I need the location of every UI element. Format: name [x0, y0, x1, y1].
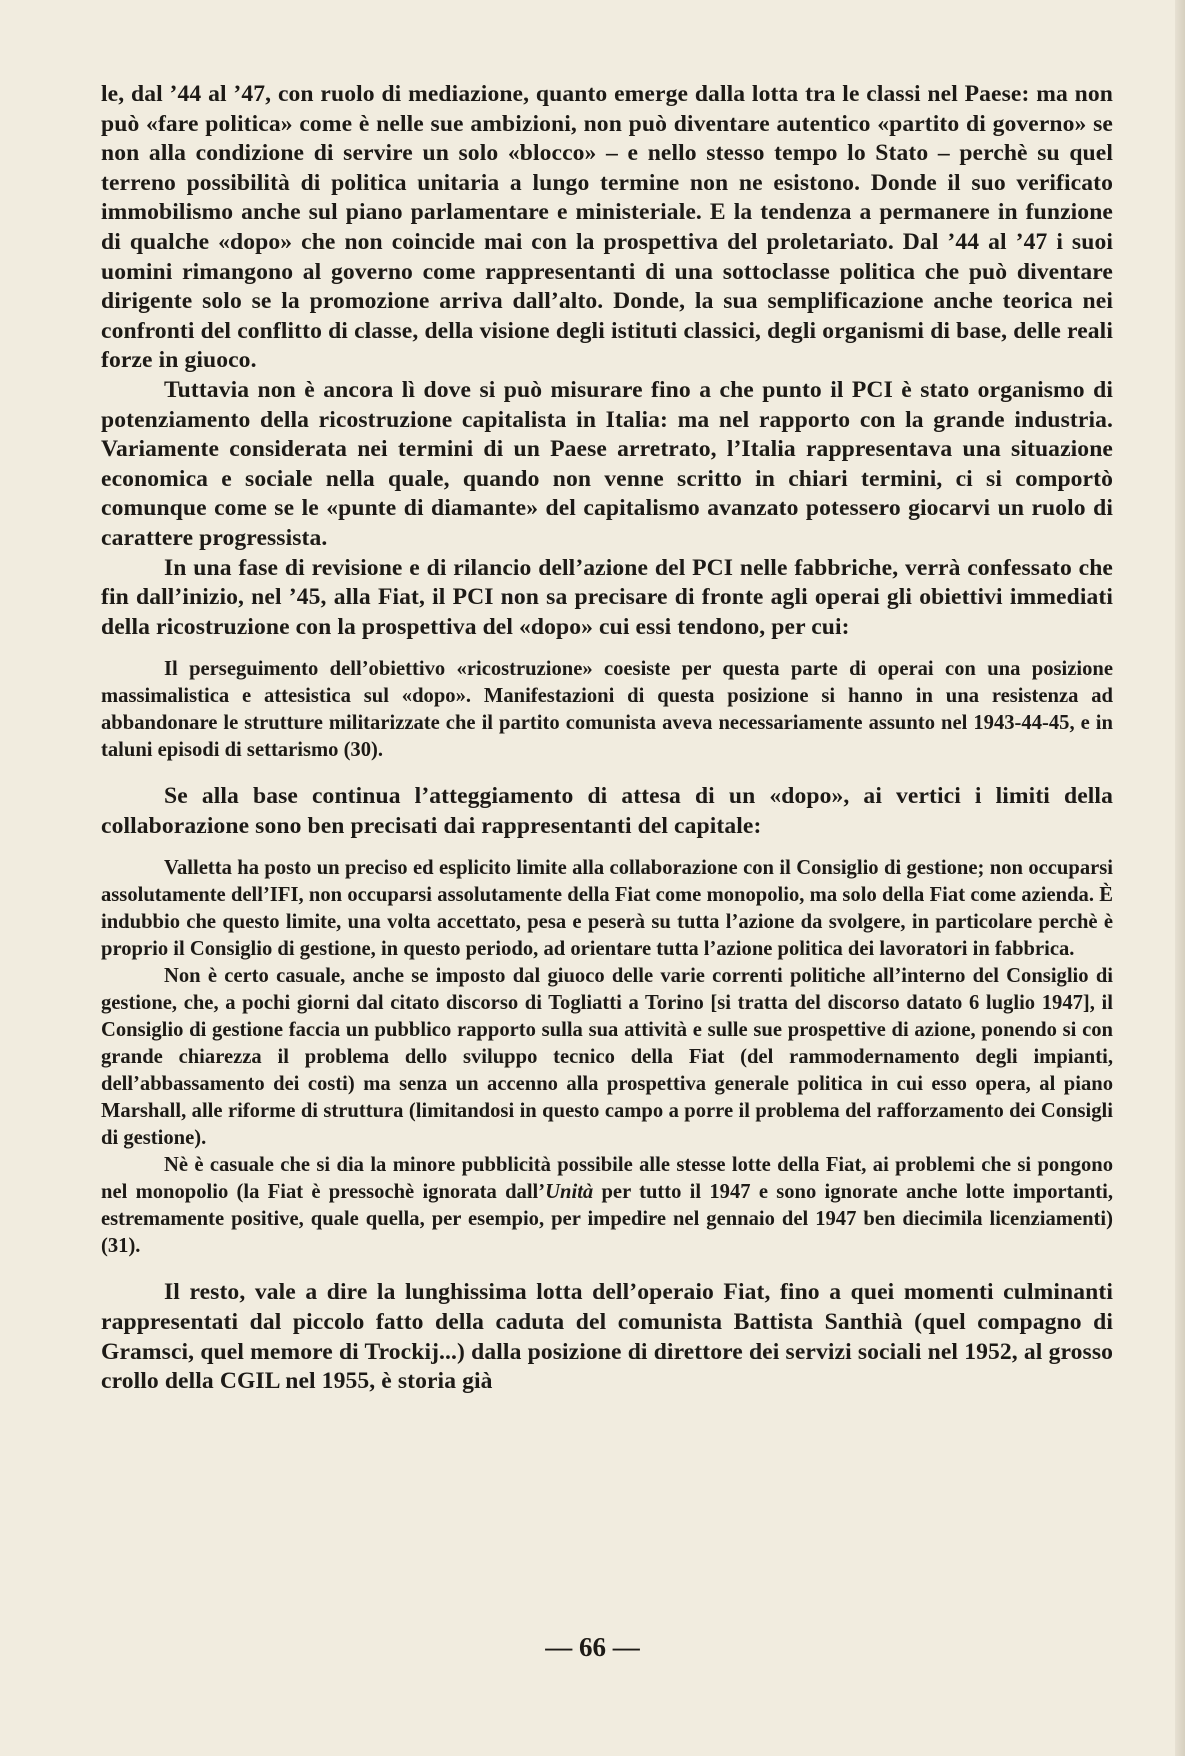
- page-number: — 66 —: [545, 1632, 640, 1662]
- newspaper-title: Unità: [545, 1181, 594, 1204]
- page-body: [101, 80, 1113, 1397]
- page-edge-shadow: [1175, 0, 1185, 1756]
- block-quote-2-para-1: Valletta ha posto un preciso ed esplicito limite alla collaborazione con il Consiglio di gestione; non occuparsi assolutamente dell’IFI, non occuparsi assolutamente della Fiat come monopolio, ma solo della Fiat come azienda. È indubbio che questo limite, una volta accettato, pesa e peserà su tutta l’azione da svolgere, in particolare perchè è proprio il Consiglio di gestione, in questo periodo, ad orientare tutta l’azione politica dei lavoratori in fabbrica.: [101, 857, 1113, 961]
- paragraph-4: Se alla base continua l’atteggiamento di attesa di un «dopo», ai vertici i limiti della collaborazione sono ben precisati dai rappresentanti del capitale:: [101, 783, 1113, 839]
- block-quote-1: Il perseguimento dell’obiettivo «ricostruzione» coesiste per questa parte di operai con una posizione massimalistica e attesistica sul «dopo». Manifestazioni di questa posizione si hanno in una resistenza ad abbandonare le strutture militarizzate che il partito comunista aveva necessariamente assunto nel 1943-44-45, e in taluni episodi di settarismo (30).: [101, 658, 1113, 762]
- block-quote-2-para-3: [101, 1152, 1113, 1260]
- block-quote-2-para-2: Non è certo casuale, anche se imposto dal giuoco delle varie correnti politiche all’interno del Consiglio di gestione, che, a pochi giorni dal citato discorso di Togliatti a Torino [si tratta del discorso datato 6 luglio 1947], il Consiglio di gestione faccia un pubblico rapporto sulla sua attività e sulle sue prospettive di azione, ponendo si con grande chiarezza il problema dello sviluppo tecnico della Fiat (del rammodernamento degli impianti, dell’abbassamento dei costi) ma senza un accenno alla prospettiva generale politica in cui esso opera, al piano Marshall, alle riforme di struttura (limitandosi in questo campo a porre il problema del rafforzamento dei Consigli di gestione).: [101, 965, 1113, 1150]
- paragraph-1: le, dal ’44 al ’47, con ruolo di mediazione, quanto emerge dalla lotta tra le classi nel Paese: ma non può «fare politica» come è nelle sue ambizioni, non può diventare autentico «partito di governo» se non alla condizione di servire un solo «blocco» – e nello stesso tempo lo Stato – perchè su quel terreno possibilità di politica unitaria a lungo termine non ne esistono. Donde il suo verificato immobilismo anche sul piano parlamentare e ministeriale. E la tendenza a permanere in funzione di qualche «dopo» che non coincide mai con la prospettiva del proletariato. Dal ’44 al ’47 i suoi uomini rimangono al governo come rappresentanti di una sottoclasse politica che può diventare dirigente solo se la promozione arriva dall’alto. Donde, la sua semplificazione anche teorica nei confronti del conflitto di classe, della visione degli istituti classici, degli organismi di base, delle reali forze in giuoco.: [101, 81, 1113, 374]
- paragraph-2: Tuttavia non è ancora lì dove si può misurare fino a che punto il PCI è stato organismo di potenziamento della ricostruzione capitalista in Italia: ma nel rapporto con la grande industria. Variamente considerata nei termini di un Paese arretrato, l’Italia rappresentava una situazione economica e sociale nella quale, quando non venne scritto in chiari termini, ci si comportò comunque come se le «punte di diamante» del capitalismo avanzato potessero giocarvi un ruolo di carattere progressista.: [101, 376, 1113, 551]
- quote-text-before: Nè è casuale che si dia la minore pubblicità possibile alle stesse lotte della Fiat, ai problemi che si pongono nel monopolio (la Fiat è pressochè ignorata dall’: [101, 1154, 1113, 1204]
- quote-text-after: per tutto il 1947 e sono ignorate anche lotte importanti, estremamente positive, quale quella, per esempio, per impedire nel gennaio del 1947 ben diecimila licenziamenti) (31).: [101, 1181, 1113, 1258]
- block-quote-2: [101, 855, 1113, 1260]
- paragraph-5: Il resto, vale a dire la lunghissima lotta dell’operaio Fiat, fino a quei momenti culminanti rappresentati dal piccolo fatto della caduta del comunista Battista Santhià (quel compagno di Gramsci, quel memore di Trockij...) dalla posizione di direttore dei servizi sociali nel 1952, al grosso crollo della CGIL nel 1955, è storia già: [101, 1279, 1113, 1395]
- paragraph-3: In una fase di revisione e di rilancio dell’azione del PCI nelle fabbriche, verrà confessato che fin dall’inizio, nel ’45, alla Fiat, il PCI non sa precisare di fronte agli operai gli obiettivi immediati della ricostruzione con la prospettiva del «dopo» cui essi tendono, per cui:: [101, 554, 1113, 640]
